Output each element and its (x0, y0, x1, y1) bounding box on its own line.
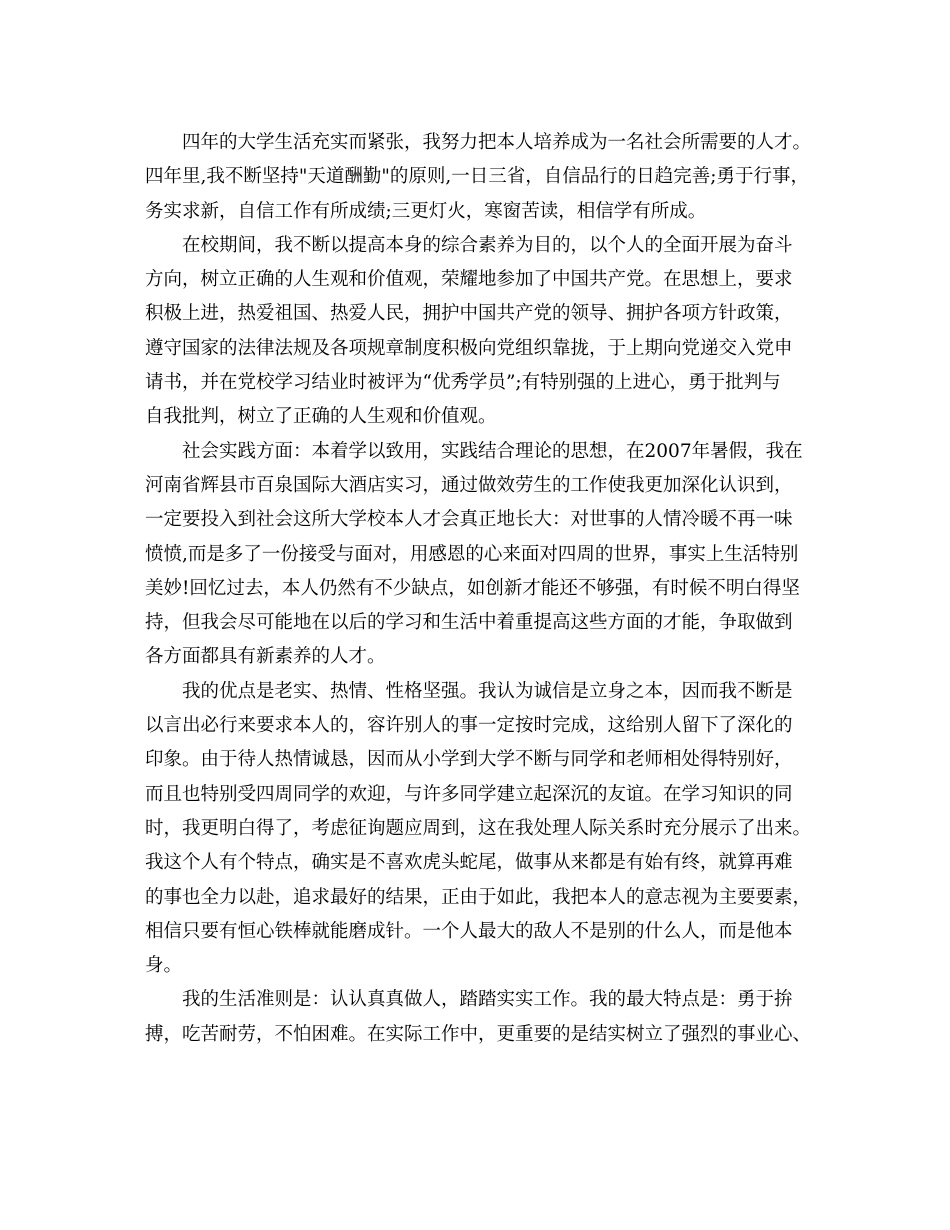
paragraph-line: 自我批判，树立了正确的人生观和价值观。 (145, 406, 497, 428)
paragraph-line: 在校期间，我不断以提高本身的综合素养为目的，以个人的全面开展为奋斗 (182, 234, 793, 256)
paragraph-line: 务实求新，自信工作有所成绩;三更灯火，寒窗苦读，相信学有所成。 (145, 200, 707, 222)
paragraph-line: 而且也特别受四周同学的欢迎，与许多同学建立起深沉的友谊。在学习知识的同 (145, 783, 793, 805)
paragraph-line: 以言出必行来要求本人的，容许别人的事一定按时完成，这给别人留下了深化的 (145, 715, 793, 737)
paragraph-line: 持，但我会尽可能地在以后的学习和生活中着重提高这些方面的才能，争取做到 (145, 612, 793, 634)
paragraph-line: 美妙!回忆过去，本人仍然有不少缺点，如创新才能还不够强，有时候不明白得坚 (145, 577, 800, 599)
paragraph-line: 请书，并在党校学习结业时被评为“优秀学员”;有特别强的上进心，勇于批判与 (145, 372, 781, 394)
paragraph-line: 我这个人有个特点，确实是不喜欢虎头蛇尾，做事从来都是有始有终，就算再难 (145, 852, 793, 874)
paragraph-line: 我的生活准则是：认认真真做人，踏踏实实工作。我的最大特点是：勇于拚 (182, 989, 793, 1011)
document-body (145, 126, 815, 1052)
paragraph-line: 方向，树立正确的人生观和价值观，荣耀地参加了中国共产党。在思想上，要求 (145, 269, 793, 291)
paragraph-line: 河南省辉县市百泉国际大酒店实习，通过做效劳生的工作使我更加深化认识到， (145, 474, 793, 496)
paragraph-line: 时，我更明白得了，考虑征询题应周到，这在我处理人际关系时充分展示了出来。 (145, 817, 812, 839)
paragraph-line: 各方面都具有新素养的人才。 (145, 646, 386, 668)
paragraph-line: 愤愤,而是多了一份接受与面对，用感恩的心来面对四周的世界，事实上生活特别 (145, 543, 799, 565)
paragraph-line: 四年里,我不断坚持"天道酬勤"的原则,一日三省，自信品行的日趋完善;勇于行事， (145, 166, 810, 188)
paragraph-line: 印象。由于待人热情诚恳，因而从小学到大学不断与同学和老师相处得特别好， (145, 749, 793, 771)
paragraph-line: 遵守国家的法律法规及各项规章制度积极向党组织靠拢，于上期向党递交入党申 (145, 337, 793, 359)
paragraph-line: 身。 (145, 955, 183, 977)
paragraph-line: 搏，吃苦耐劳，不怕困难。在实际工作中，更重要的是结实树立了强烈的事业心、 (145, 1023, 812, 1045)
paragraph-line: 的事也全力以赴，追求最好的结果，正由于如此，我把本人的意志视为主要要素， (145, 886, 812, 908)
paragraph-line: 我的优点是老实、热情、性格坚强。我认为诚信是立身之本，因而我不断是 (182, 680, 793, 702)
paragraph-line: 四年的大学生活充实而紧张，我努力把本人培养成为一名社会所需要的人才。 (182, 132, 812, 153)
paragraph-line: 相信只要有恒心铁棒就能磨成针。一个人最大的敌人不是别的什么人，而是他本 (145, 920, 793, 942)
paragraph-line: 积极上进，热爱祖国、热爱人民，拥护中国共产党的领导、拥护各项方针政策， (145, 303, 793, 325)
paragraph-line: 社会实践方面：本着学以致用，实践结合理论的思想，在2007年暑假，我在 (182, 440, 803, 462)
paragraph-line: 一定要投入到社会这所大学校本人才会真正地长大：对世事的人情冷暖不再一味 (145, 509, 793, 531)
